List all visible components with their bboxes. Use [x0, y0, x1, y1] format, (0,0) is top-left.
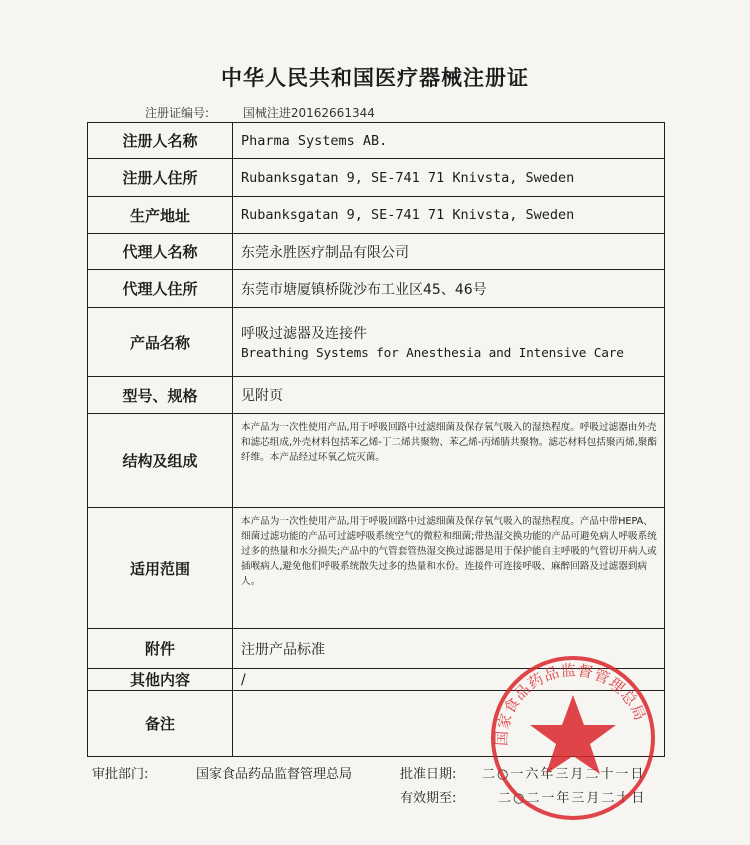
registration-number-label: 注册证编号:	[145, 106, 210, 120]
scope-text: 本产品为一次性使用产品,用于呼吸回路中过滤细菌及保存氧气吸入的湿热程度。产品中带HEPA、细菌过滤功能的产品可过滤呼吸系统空气的微粒和细菌;带热湿交换功能的产品可避免病人呼吸系统过多的热量和水分损失;产品中的气管套管热湿交换过滤器是用于保护能自主呼吸的气管切开病人或插喉病人,避免他们呼吸系统散失过多的热量和水份。连接件可连接呼吸、麻醉回路及过滤器到病人。	[241, 516, 657, 587]
row-label: 注册人住所	[88, 159, 233, 197]
registrant-address-value: Rubanksgatan 9, SE-741 71 Knivsta, Sweden	[233, 159, 665, 197]
row-label: 产品名称	[88, 308, 233, 377]
attachment-value: 注册产品标准	[233, 629, 665, 669]
registration-number	[145, 104, 375, 121]
product-name-cell	[233, 308, 665, 377]
registration-number-value: 国械注进20162661344	[242, 106, 375, 120]
table-row	[88, 508, 665, 629]
row-label: 其他内容	[88, 669, 233, 691]
table-row	[88, 270, 665, 308]
model-spec-value: 见附页	[233, 377, 665, 414]
seal-star-icon	[530, 695, 616, 774]
row-label: 附件	[88, 629, 233, 669]
table-row	[88, 308, 665, 377]
row-label: 结构及组成	[88, 414, 233, 508]
other-value: /	[233, 669, 665, 691]
table-row	[88, 377, 665, 414]
row-label: 生产地址	[88, 197, 233, 234]
seal-text: 国家食品药品监督管理总局	[492, 661, 650, 747]
row-label: 型号、规格	[88, 377, 233, 414]
row-label: 代理人名称	[88, 234, 233, 270]
row-label: 适用范围	[88, 508, 233, 629]
approval-date-value: 二○一六年三月二十一日	[482, 767, 646, 782]
row-label: 代理人住所	[88, 270, 233, 308]
table-row	[88, 123, 665, 159]
structure-text: 本产品为一次性使用产品,用于呼吸回路中过滤细菌及保存氧气吸入的湿热程度。呼吸过滤器由外壳和滤芯组成,外壳材料包括苯乙烯-丁二烯共聚物、苯乙烯-丙烯腈共聚物。滤芯材料包括聚丙烯,聚酯纤维。本产品经过环氧乙烷灭菌。	[241, 422, 657, 463]
row-label: 注册人名称	[88, 123, 233, 159]
document-title: 中华人民共和国医疗器械注册证	[221, 66, 529, 90]
production-address-value: Rubanksgatan 9, SE-741 71 Knivsta, Sweden	[233, 197, 665, 234]
registrant-name-value: Pharma Systems AB.	[233, 123, 665, 159]
table-row	[88, 234, 665, 270]
approval-dept-label: 审批部门:	[92, 767, 149, 782]
table-row	[88, 414, 665, 508]
approval-date-label: 批准日期:	[400, 767, 457, 782]
table-row	[88, 159, 665, 197]
product-name-cn: 呼吸过滤器及连接件	[241, 326, 367, 342]
official-seal-icon	[488, 653, 658, 823]
agent-name-value: 东莞永胜医疗制品有限公司	[233, 234, 665, 270]
valid-until-value: 二○二一年三月二十日	[498, 791, 647, 806]
agent-address-value: 东莞市塘厦镇桥陇沙布工业区45、46号	[233, 270, 665, 308]
row-label: 备注	[88, 691, 233, 757]
scope-value	[233, 508, 665, 629]
structure-value	[233, 414, 665, 508]
table-row	[88, 197, 665, 234]
valid-until-label: 有效期至:	[400, 791, 457, 806]
product-name-en: Breathing Systems for Anesthesia and Intensive Care	[241, 346, 624, 361]
approval-dept-value: 国家食品药品监督管理总局	[196, 767, 353, 782]
